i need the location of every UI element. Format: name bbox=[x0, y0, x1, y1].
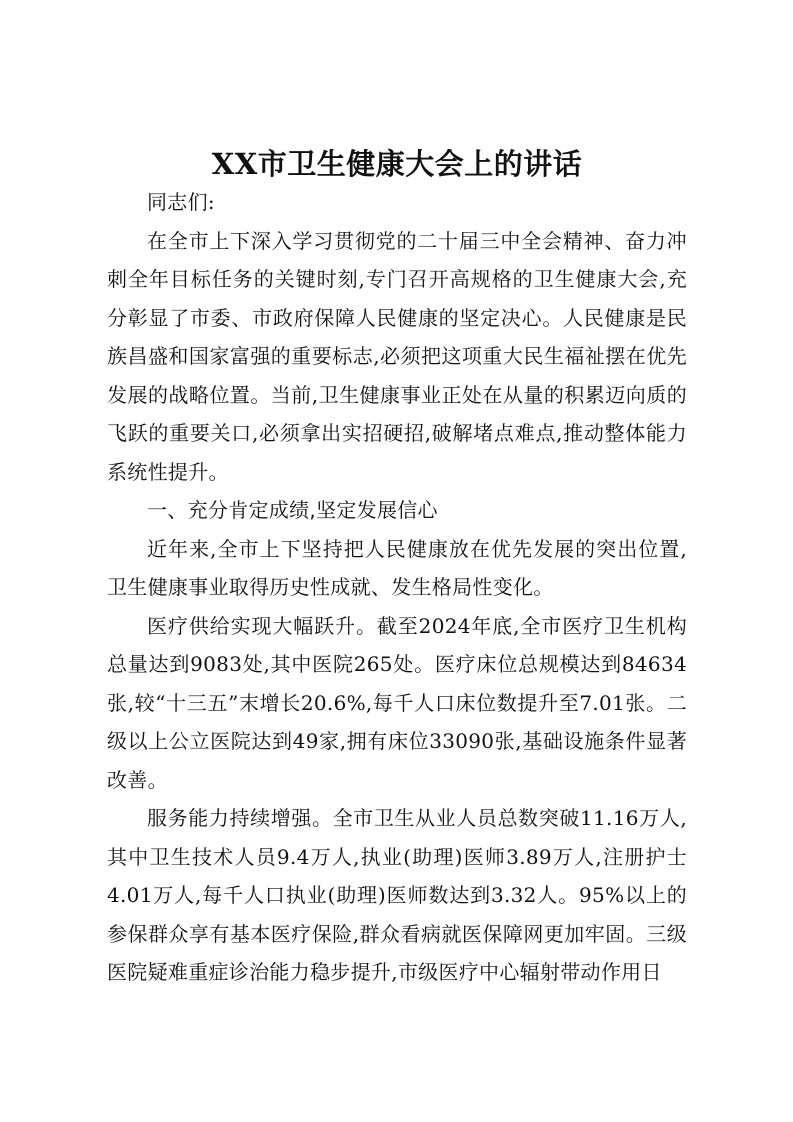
document-title: XX市卫生健康大会上的讲话 bbox=[211, 147, 583, 181]
paragraph-achievements: 近年来,全市上下坚持把人民健康放在优先发展的突出位置,卫生健康事业取得历史性成就、发生格局性变化。 bbox=[107, 536, 687, 599]
paragraph-medical-supply: 医疗供给实现大幅跃升。截至2024年底,全市医疗卫生机构总量达到9083处,其中医院265处。医疗床位总规模达到84634张,较“十三五”末增长20.6%,每千人口床位数提升至7.01张。二级以上公立医院达到49家,拥有床位33090张,基础设施条件显著改善。 bbox=[107, 613, 687, 792]
paragraph-intro: 在全市上下深入学习贯彻党的二十届三中全会精神、奋力冲刺全年目标任务的关键时刻,专门召开高规格的卫生健康大会,充分彰显了市委、市政府保障人民健康的坚定决心。人民健康是民族昌盛和国家富强的重要标志,必须把这项重大民生福祉摆在优先发展的战略位置。当前,卫生健康事业正处在从量的积累迈向质的飞跃的重要关口,必须拿出实招硬招,破解堵点难点,推动整体能力系统性提升。 bbox=[107, 228, 687, 484]
document-body bbox=[107, 183, 687, 992]
paragraph-service-capacity: 服务能力持续增强。全市卫生从业人员总数突破11.16万人,其中卫生技术人员9.4万人,执业(助理)医师3.89万人,注册护士4.01万人,每千人口执业(助理)医师数达到3.32人。95%以上的参保群众享有基本医疗保险,群众看病就医保障网更加牢固。三级医院疑难重症诊治能力稳步提升,市级医疗中心辐射带动作用日 bbox=[107, 806, 687, 984]
section-heading-1: 一、充分肯定成绩,坚定发展信心 bbox=[147, 498, 438, 522]
salutation: 同志们: bbox=[147, 190, 215, 214]
